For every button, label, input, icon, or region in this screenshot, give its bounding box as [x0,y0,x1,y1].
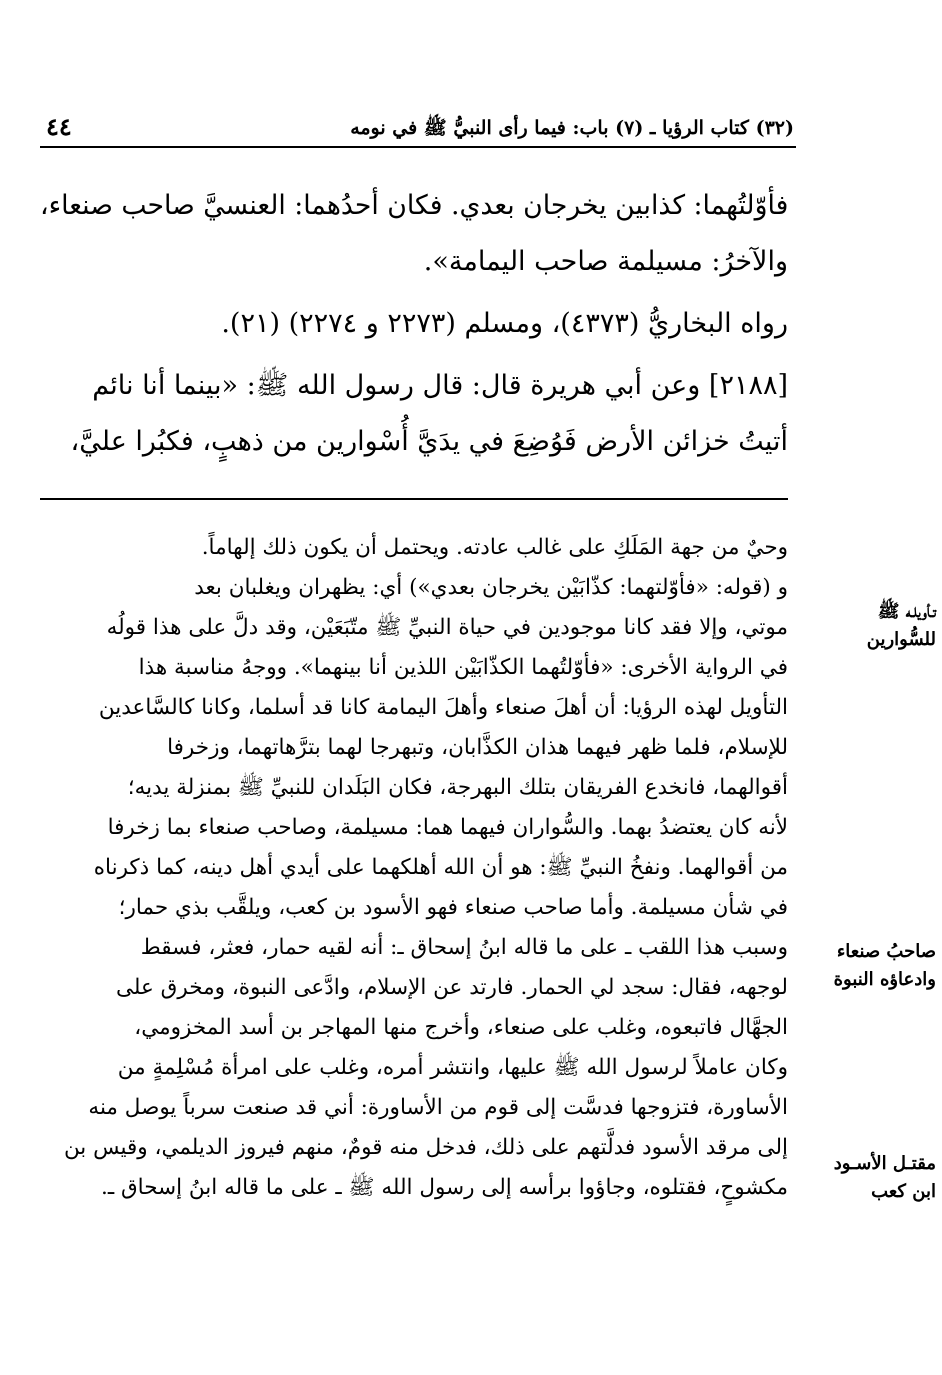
commentary-line: و (قوله: «فأوّلتهما: كذّابَيْن يخرجان بعدي») أي: يظهران ويغلبان بعد [194,575,788,600]
running-title: (٣٢) كتاب الرؤيا ـ (٧) باب: فيما رأى النبيُّ ﷺ في نومه [350,117,794,139]
commentary-line: للإسلام، فلما ظهر فيهما هذان الكذَّابان، وتبهرجا لهما بترَّهاتهما، وزخرفا [167,735,788,760]
hadith-source-line: رواه البخاريُّ (٤٣٧٣)، ومسلم (٢٢٧٣ و ٢٢٧٤) (٢١). [221,308,788,339]
hadith-line: [٢١٨٨] وعن أبي هريرة قال: قال رسول الله ﷺ: «بينما أنا نائم [92,370,788,401]
margin-note-sanaa [796,938,936,994]
commentary-line: لوجهه، فقال: سجد لي الحمار. فارتد عن الإسلام، وادَّعى النبوة، ومخرق على [115,975,788,1000]
commentary-line: وسبب هذا اللقب ـ على ما قاله ابنُ إسحاق ـ: أنه لقيه حمار، فعثر، فسقط [140,935,788,960]
margin-note-line: مقتـل الأسـود [833,1153,936,1174]
margin-note-aswad-death [796,1150,936,1206]
page-header [40,110,796,148]
margin-note-interpretation [796,598,936,654]
commentary-line: وحيٌ من جهة المَلَكِ على غالب عادته. ويحتمل أن يكون ذلك إلهاماً. [201,535,788,560]
commentary-line: وكان عاملاً لرسول الله ﷺ عليها، وانتشر أمره، وغلب على امرأة مُسْلِمةٍ من [117,1055,788,1080]
commentary-line: مكشوحٍ، فقتلوه، وجاؤوا برأسه إلى رسول الله ﷺ ـ على ما قاله ابنُ إسحاق ـ. [101,1175,788,1200]
commentary-line: في الرواية الأخرى: «فأوّلتُهما الكذّابَيْن اللذين أنا بينهما». ووجهُ مناسبة هذا [138,655,788,680]
margin-note-line: صاحبُ صنعاء [836,941,936,962]
commentary-text [36,528,788,1208]
margin-note-line: تـأويلـه ﷺ [877,601,936,622]
commentary-line: إلى مرقد الأسود فدلَّتهم على ذلك، فدخل منه قومٌ، منهم فيروز الديلمي، وقيس بن [63,1135,788,1160]
commentary-line: الأساورة، فتزوجها فدسَّت إلى قوم من الأساورة: أني قد صنعت سرباً يوصل منه [88,1095,788,1120]
hadith-line: أتيتُ خزائن الأرض فَوُضِعَ في يدَيَّ أُسْوارين من ذهبٍ، فكبُرا عليَّ، [70,426,788,457]
page-number: ٤٤ [46,112,72,141]
commentary-line: أقوالهما، فانخدع الفريقان بتلك البهرجة، فكان البَلَدان للنبيِّ ﷺ بمنزلة يديه؛ [127,775,788,800]
main-text-line: والآخرُ: مسيلمة صاحب اليمامة». [423,246,788,277]
margin-note-line: وادعاؤه النبوة [833,969,936,990]
commentary-line: في شأن مسيلمة. وأما صاحب صنعاء فهو الأسود بن كعب، ويلقَّب بذي حمار؛ [118,895,788,920]
section-divider [40,498,788,500]
commentary-line: التأويل لهذه الرؤيا: أن أهلَ صنعاء وأهلَ اليمامة كانا قد أسلما، وكانا كالسَّاعدين [98,695,788,720]
commentary-line: الجهَّال فاتبعوه، وغلب على صنعاء، وأخرج منها المهاجر بن أسد المخزومي، [134,1015,788,1040]
main-text [40,178,788,470]
commentary-line: من أقوالهما. ونفخُ النبيِّ ﷺ: هو أن الله أهلكهما على أيدي أهل دينه، كما ذكرناه [93,855,788,880]
commentary-line: موتي، وإلا فقد كانا موجودين في حياة النبيِّ ﷺ متّبَعَيْن، وقد دلَّ على هذا قولُه [106,615,788,640]
margin-note-line: ابن كعب [871,1181,936,1202]
commentary-line: لأنه كان يعتضدُ بهما. والسُّواران فيهما هما: مسيلمة، وصاحب صنعاء بما زخرفا [107,815,788,840]
margin-note-line: للسُّوارين [866,629,936,650]
main-text-line: فأوّلتُهما: كذابين يخرجان بعدي. فكان أحدُهما: العنسيَّ صاحب صنعاء، [39,190,788,221]
